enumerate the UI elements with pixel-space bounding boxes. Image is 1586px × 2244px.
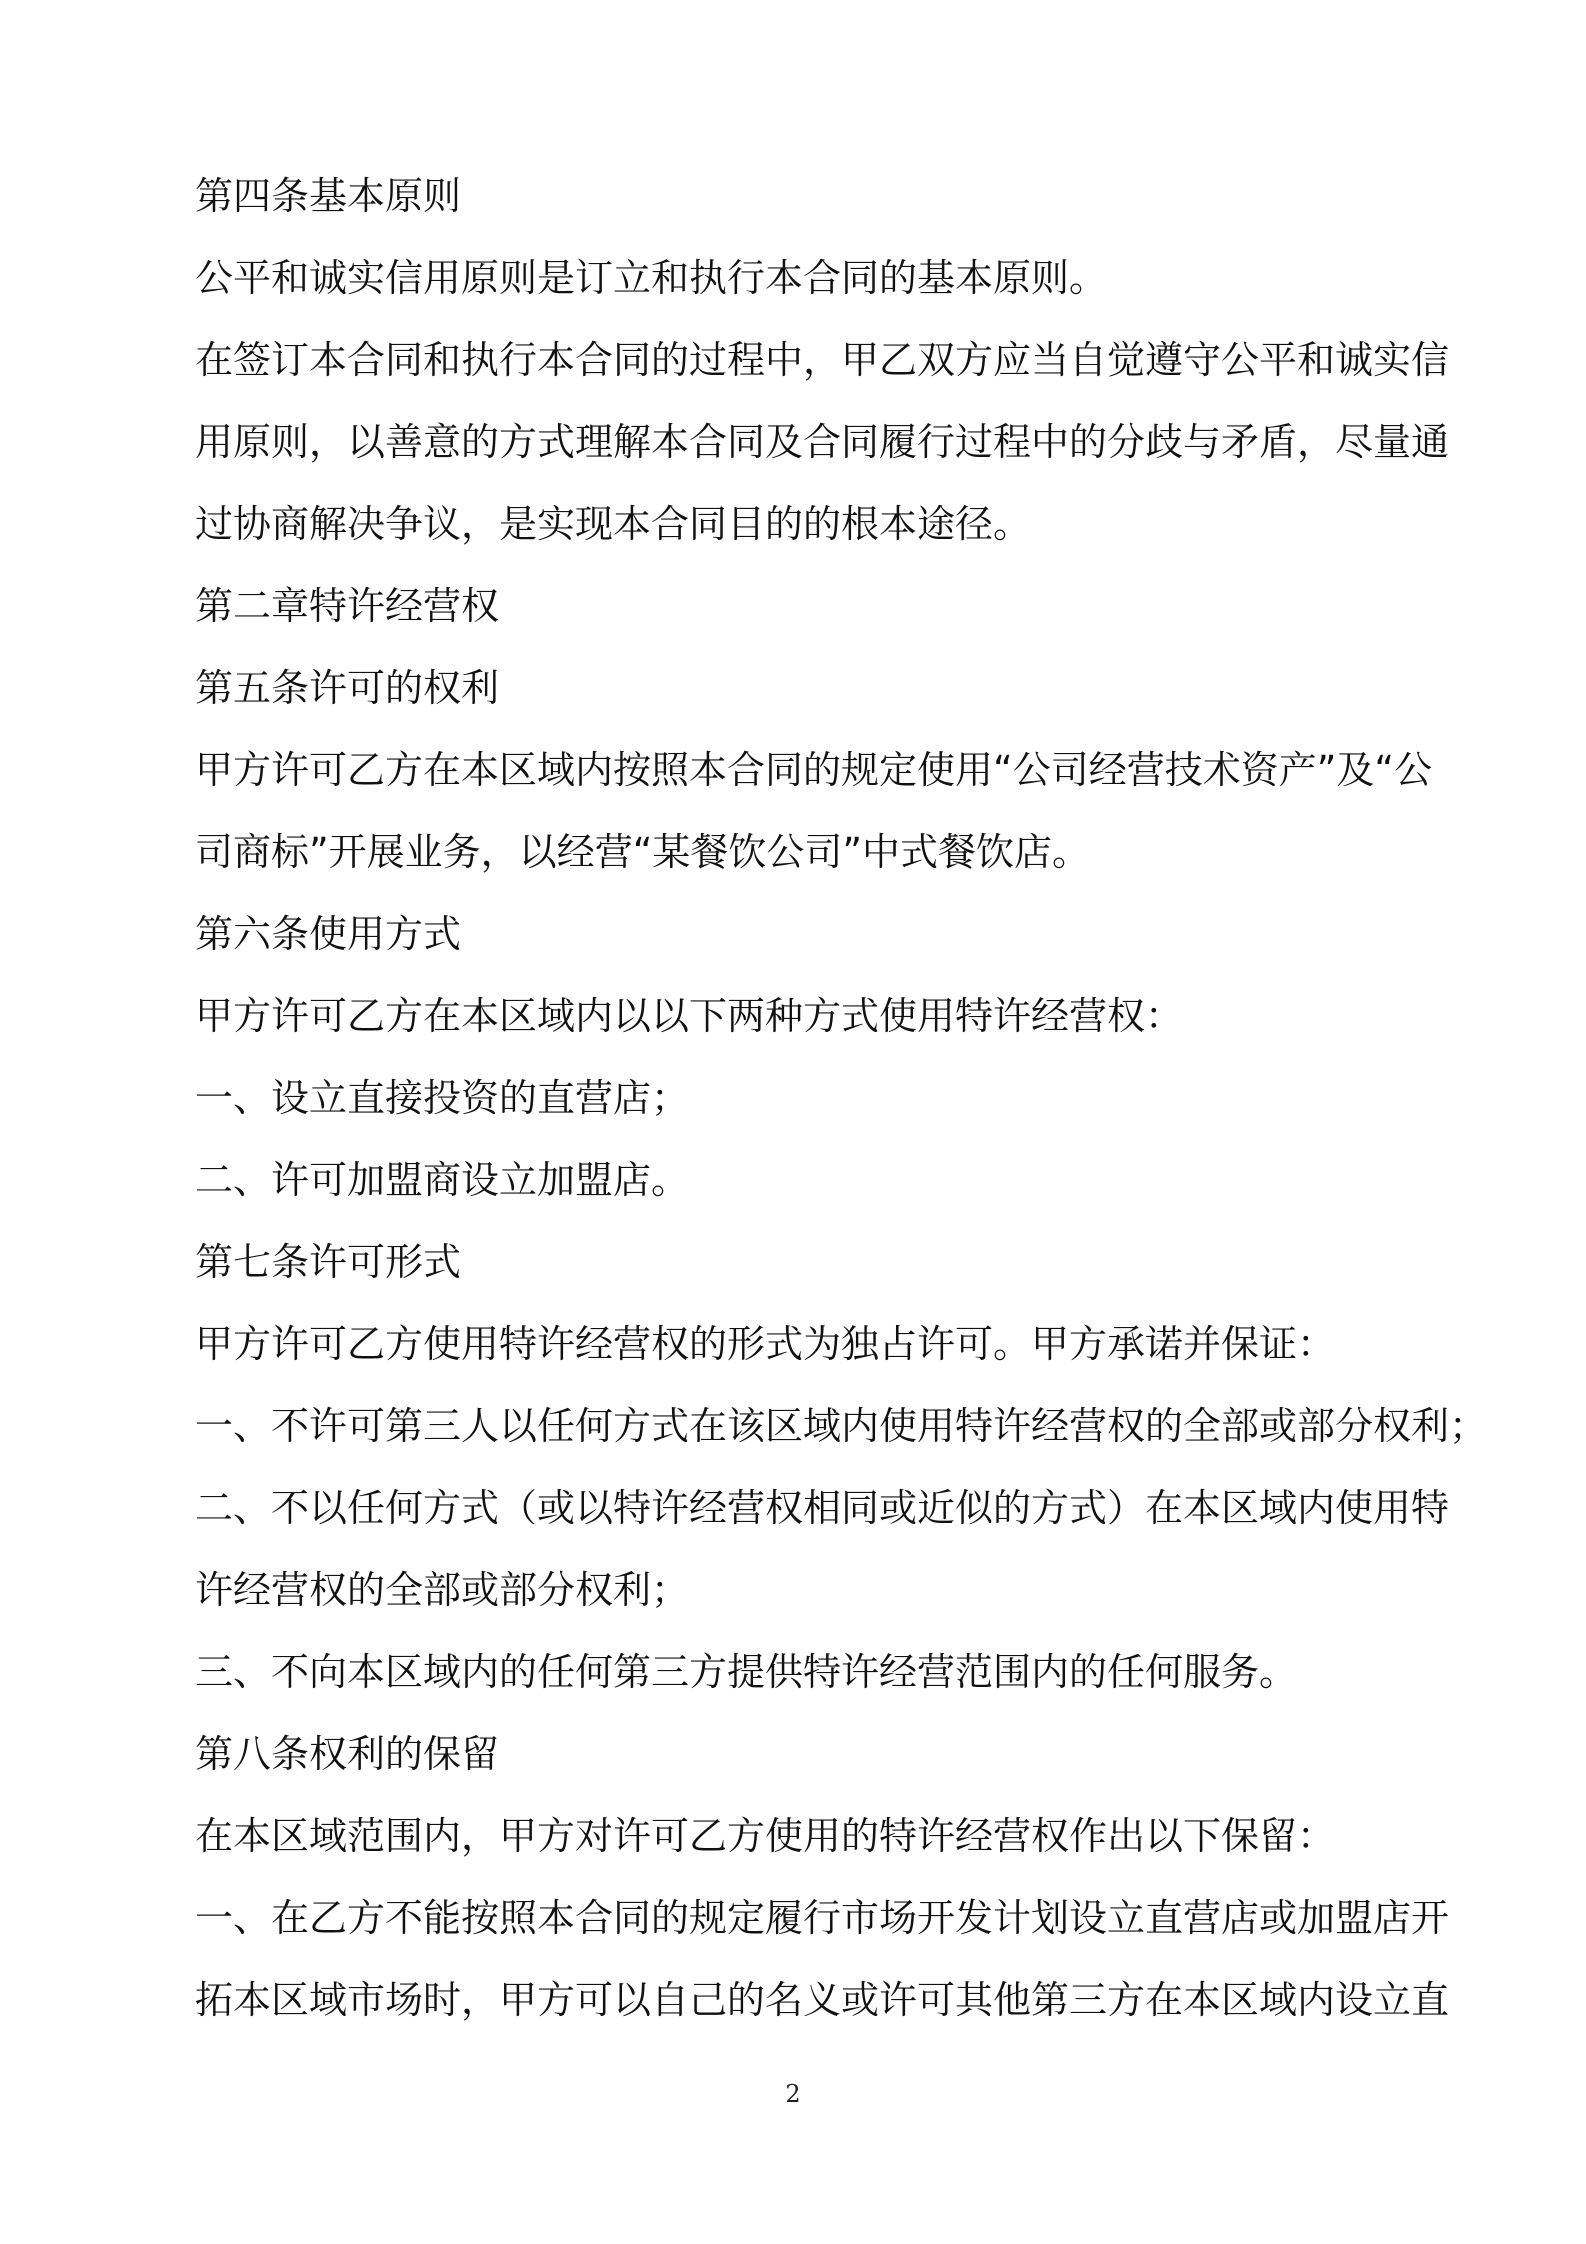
list-item: 一、设立直接投资的直营店； [195, 1076, 690, 1120]
paragraph-line: 甲方许可乙方在本区域内以以下两种方式使用特许经营权： [195, 994, 1184, 1038]
list-item: 一、在乙方不能按照本合同的规定履行市场开发计划设立直营店或加盟店开 [195, 1896, 1450, 1940]
list-item: 三、不向本区域内的任何第三方提供特许经营范围内的任何服务。 [195, 1650, 1298, 1694]
article-5-heading: 第五条许可的权利 [195, 666, 500, 710]
list-item-continuation: 拓本区域市场时，甲方可以自己的名义或许可其他第三方在本区域内设立直 [195, 1978, 1450, 2022]
page-number: 2 [785, 2080, 801, 2108]
article-6-heading: 第六条使用方式 [195, 912, 462, 956]
list-item-continuation: 许经营权的全部或部分权利； [195, 1568, 690, 1612]
article-4-heading: 第四条基本原则 [195, 174, 462, 218]
paragraph-line: 甲方许可乙方使用特许经营权的形式为独占许可。甲方承诺并保证： [195, 1322, 1336, 1366]
chapter-2-heading: 第二章特许经营权 [195, 584, 500, 628]
paragraph-line: 在签订本合同和执行本合同的过程中，甲乙双方应当自觉遵守公平和诚实信 [195, 338, 1450, 382]
paragraph-line: 过协商解决争议，是实现本合同目的的根本途径。 [195, 502, 1032, 546]
paragraph-line: 司商标”开展业务，以经营“某餐饮公司”中式餐饮店。 [195, 830, 1091, 874]
paragraph-line: 公平和诚实信用原则是订立和执行本合同的基本原则。 [195, 256, 1108, 300]
paragraph-line: 在本区域范围内，甲方对许可乙方使用的特许经营权作出以下保留： [195, 1814, 1336, 1858]
paragraph-line: 用原则，以善意的方式理解本合同及合同履行过程中的分歧与矛盾，尽量通 [195, 420, 1450, 464]
list-item: 二、不以任何方式（或以特许经营权相同或近似的方式）在本区域内使用特 [195, 1486, 1450, 1530]
paragraph-line: 甲方许可乙方在本区域内按照本合同的规定使用“公司经营技术资产”及“公 [195, 748, 1433, 792]
article-8-heading: 第八条权利的保留 [195, 1732, 500, 1776]
list-item: 一、不许可第三人以任何方式在该区域内使用特许经营权的全部或部分权利； [195, 1404, 1488, 1448]
document-body [195, 155, 1488, 2041]
article-7-heading: 第七条许可形式 [195, 1240, 462, 1284]
list-item: 二、许可加盟商设立加盟店。 [195, 1158, 690, 1202]
